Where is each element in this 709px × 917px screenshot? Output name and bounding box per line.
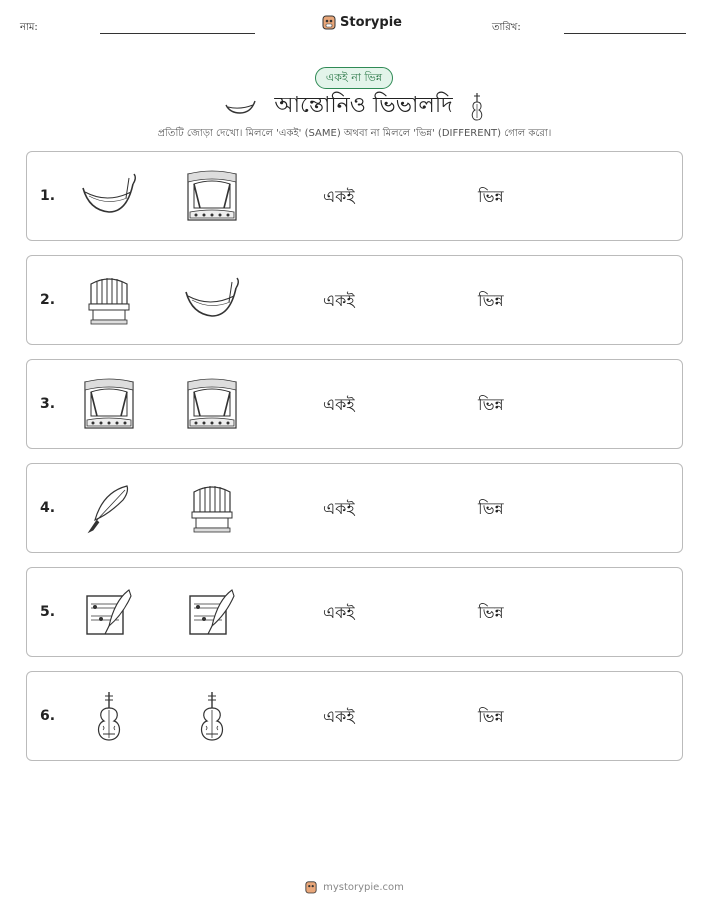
question-number: 3. [40, 396, 56, 412]
violin-icon [79, 690, 139, 744]
storypie-mascot-icon [305, 880, 317, 894]
different-option[interactable]: ভিন্ন [478, 395, 504, 414]
quill-icon [79, 482, 139, 536]
date-input-line[interactable] [564, 33, 686, 34]
worksheet-type-badge: একই না ভিন্ন [315, 67, 393, 89]
organ-icon [79, 274, 139, 328]
title-row [0, 88, 709, 125]
question-row [26, 567, 683, 657]
gondola-icon [79, 170, 139, 224]
question-row [26, 671, 683, 761]
different-option[interactable]: ভিন্ন [478, 707, 504, 726]
name-label: নাম: [20, 22, 38, 33]
same-option[interactable]: একই [323, 187, 355, 206]
brand-name: Storypie [340, 14, 402, 30]
question-row [26, 463, 683, 553]
different-option[interactable]: ভিন্ন [478, 291, 504, 310]
same-option[interactable]: একই [323, 499, 355, 518]
question-row [26, 255, 683, 345]
violin-icon [469, 92, 485, 122]
question-number: 5. [40, 604, 56, 620]
same-option[interactable]: একই [323, 291, 355, 310]
question-row [26, 151, 683, 241]
storypie-mascot-icon [322, 14, 336, 30]
page-title: আন্তোনিও ভিভালদি [274, 93, 453, 118]
question-number: 4. [40, 500, 56, 516]
different-option[interactable]: ভিন্ন [478, 603, 504, 622]
same-option[interactable]: একই [323, 707, 355, 726]
footer [0, 880, 709, 894]
date-label: তারিখ: [492, 22, 521, 33]
same-option[interactable]: একই [323, 603, 355, 622]
name-input-line[interactable] [100, 33, 255, 34]
violin-icon [182, 690, 242, 744]
different-option[interactable]: ভিন্ন [478, 499, 504, 518]
sheet-music-icon [182, 586, 242, 640]
different-option[interactable]: ভিন্ন [478, 187, 504, 206]
same-option[interactable]: একই [323, 395, 355, 414]
sheet-music-icon [79, 586, 139, 640]
instructions: প্রতিটি জোড়া দেখো। মিললে 'একই' (SAME) অথবা না মিললে 'ভিন্ন' (DIFFERENT) গোল করো। [157, 128, 552, 139]
footer-url: mystorypie.com [323, 881, 404, 893]
gondola-icon [182, 274, 242, 328]
question-row [26, 359, 683, 449]
theater-icon [182, 378, 242, 432]
question-number: 2. [40, 292, 56, 308]
brand-logo [322, 14, 402, 30]
question-number: 6. [40, 708, 56, 724]
organ-icon [182, 482, 242, 536]
theater-icon [79, 378, 139, 432]
theater-icon [182, 170, 242, 224]
gondola-icon [224, 97, 258, 117]
question-number: 1. [40, 188, 56, 204]
